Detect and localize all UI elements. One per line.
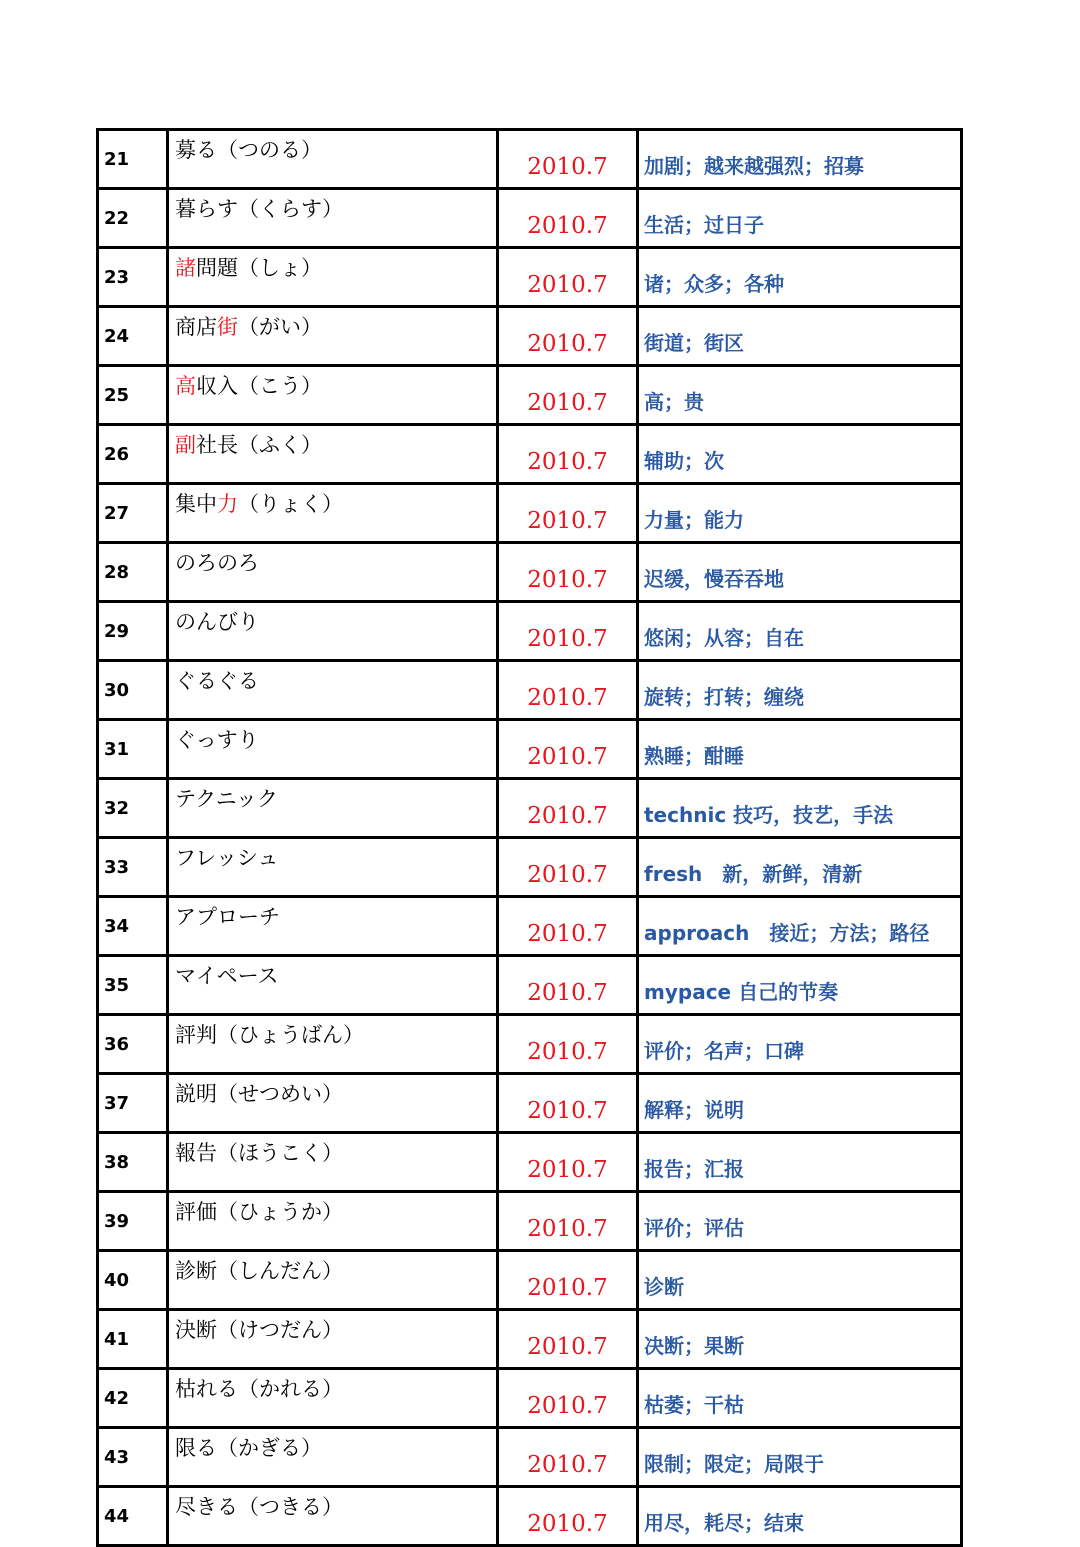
chinese-meaning: fresh 新，新鲜，清新 (638, 838, 962, 897)
word-text: のろのろ (175, 551, 259, 575)
japanese-word (168, 1133, 498, 1192)
exam-date: 2010.7 (498, 130, 638, 189)
row-number: 38 (98, 1133, 168, 1192)
japanese-word (168, 1428, 498, 1487)
table-row (98, 1428, 962, 1487)
row-number: 21 (98, 130, 168, 189)
exam-date: 2010.7 (498, 1015, 638, 1074)
word-text: 報告（ほうこく） (175, 1141, 343, 1165)
row-number: 36 (98, 1015, 168, 1074)
japanese-word (168, 130, 498, 189)
japanese-word (168, 1074, 498, 1133)
table-row (98, 1015, 962, 1074)
word-text: ぐっすり (175, 728, 259, 752)
word-text: フレッシュ (175, 846, 279, 870)
chinese-meaning: 评价；名声；口碑 (638, 1015, 962, 1074)
row-number: 33 (98, 838, 168, 897)
word-text: のんびり (175, 610, 259, 634)
table-row (98, 543, 962, 602)
exam-date: 2010.7 (498, 1251, 638, 1310)
chinese-meaning: 生活；过日子 (638, 189, 962, 248)
table-row (98, 720, 962, 779)
table-row (98, 897, 962, 956)
japanese-word (168, 1251, 498, 1310)
table-row (98, 838, 962, 897)
table-row (98, 484, 962, 543)
chinese-meaning: 诸；众多；各种 (638, 248, 962, 307)
exam-date: 2010.7 (498, 661, 638, 720)
japanese-word (168, 956, 498, 1015)
table-row (98, 1192, 962, 1251)
chinese-meaning: technic 技巧，技艺，手法 (638, 779, 962, 838)
exam-date: 2010.7 (498, 720, 638, 779)
row-number: 35 (98, 956, 168, 1015)
exam-date: 2010.7 (498, 543, 638, 602)
exam-date: 2010.7 (498, 425, 638, 484)
japanese-word (168, 307, 498, 366)
table-row (98, 1074, 962, 1133)
exam-date: 2010.7 (498, 1192, 638, 1251)
exam-date: 2010.7 (498, 779, 638, 838)
row-number: 41 (98, 1310, 168, 1369)
japanese-word (168, 189, 498, 248)
table-row (98, 1133, 962, 1192)
japanese-word (168, 1369, 498, 1428)
word-text: 尽きる（つきる） (175, 1495, 343, 1519)
table-row (98, 1251, 962, 1310)
exam-date: 2010.7 (498, 602, 638, 661)
table-row (98, 1310, 962, 1369)
japanese-word (168, 425, 498, 484)
row-number: 30 (98, 661, 168, 720)
row-number: 43 (98, 1428, 168, 1487)
row-number: 37 (98, 1074, 168, 1133)
table-row (98, 366, 962, 425)
word-text: 商店 (175, 315, 217, 339)
table-row (98, 956, 962, 1015)
table-row (98, 661, 962, 720)
japanese-word (168, 1310, 498, 1369)
word-text: マイペース (175, 964, 279, 988)
word-text: 社長（ふく） (196, 433, 322, 457)
row-number: 22 (98, 189, 168, 248)
japanese-word (168, 720, 498, 779)
table-row (98, 189, 962, 248)
word-text: 収入（こう） (196, 374, 322, 398)
row-number: 34 (98, 897, 168, 956)
vocabulary-table (96, 128, 963, 1547)
exam-date: 2010.7 (498, 956, 638, 1015)
table-row (98, 1369, 962, 1428)
exam-date: 2010.7 (498, 484, 638, 543)
chinese-meaning: 诊断 (638, 1251, 962, 1310)
japanese-word (168, 366, 498, 425)
chinese-meaning: 评价；评估 (638, 1192, 962, 1251)
japanese-word (168, 1015, 498, 1074)
chinese-meaning: 解释；说明 (638, 1074, 962, 1133)
exam-date: 2010.7 (498, 1310, 638, 1369)
table-row (98, 1487, 962, 1546)
row-number: 42 (98, 1369, 168, 1428)
word-text: 診断（しんだん） (175, 1259, 343, 1283)
chinese-meaning: mypace 自己的节奏 (638, 956, 962, 1015)
chinese-meaning: 报告；汇报 (638, 1133, 962, 1192)
chinese-meaning: 高；贵 (638, 366, 962, 425)
exam-date: 2010.7 (498, 897, 638, 956)
exam-date: 2010.7 (498, 838, 638, 897)
chinese-meaning: 力量；能力 (638, 484, 962, 543)
chinese-meaning: 街道；街区 (638, 307, 962, 366)
exam-date: 2010.7 (498, 366, 638, 425)
word-text: 暮らす（くらす） (175, 197, 343, 221)
japanese-word (168, 248, 498, 307)
row-number: 29 (98, 602, 168, 661)
chinese-meaning: 枯萎；干枯 (638, 1369, 962, 1428)
japanese-word (168, 484, 498, 543)
japanese-word (168, 897, 498, 956)
table-row (98, 130, 962, 189)
word-text: ぐるぐる (175, 669, 259, 693)
row-number: 26 (98, 425, 168, 484)
word-text: 集中 (175, 492, 217, 516)
japanese-word (168, 543, 498, 602)
exam-date: 2010.7 (498, 189, 638, 248)
word-text: 決断（けつだん） (175, 1318, 343, 1342)
highlighted-kanji: 副 (175, 433, 196, 457)
row-number: 32 (98, 779, 168, 838)
exam-date: 2010.7 (498, 1428, 638, 1487)
chinese-meaning: 用尽，耗尽；结束 (638, 1487, 962, 1546)
highlighted-kanji: 諸 (175, 256, 196, 280)
word-text: 評価（ひょうか） (175, 1200, 343, 1224)
table-row (98, 307, 962, 366)
chinese-meaning: 旋转；打转；缠绕 (638, 661, 962, 720)
japanese-word (168, 661, 498, 720)
chinese-meaning: 辅助；次 (638, 425, 962, 484)
row-number: 31 (98, 720, 168, 779)
chinese-meaning: 限制；限定；局限于 (638, 1428, 962, 1487)
chinese-meaning: 熟睡；酣睡 (638, 720, 962, 779)
japanese-word (168, 1192, 498, 1251)
row-number: 27 (98, 484, 168, 543)
word-text: 限る（かぎる） (175, 1436, 322, 1460)
exam-date: 2010.7 (498, 1487, 638, 1546)
chinese-meaning: 迟缓，慢吞吞地 (638, 543, 962, 602)
table-row (98, 248, 962, 307)
exam-date: 2010.7 (498, 248, 638, 307)
highlighted-kanji: 高 (175, 374, 196, 398)
exam-date: 2010.7 (498, 1133, 638, 1192)
chinese-meaning: approach 接近；方法；路径 (638, 897, 962, 956)
row-number: 25 (98, 366, 168, 425)
word-text: 説明（せつめい） (175, 1082, 343, 1106)
table-row (98, 602, 962, 661)
chinese-meaning: 加剧；越来越强烈；招募 (638, 130, 962, 189)
word-text: （がい） (238, 315, 322, 339)
chinese-meaning: 决断；果断 (638, 1310, 962, 1369)
chinese-meaning: 悠闲；从容；自在 (638, 602, 962, 661)
row-number: 44 (98, 1487, 168, 1546)
highlighted-kanji: 街 (217, 315, 238, 339)
word-text: 問題（しょ） (196, 256, 322, 280)
word-text: アプローチ (175, 905, 280, 929)
vocabulary-table-body (98, 130, 962, 1546)
table-row (98, 779, 962, 838)
table-row (98, 425, 962, 484)
japanese-word (168, 779, 498, 838)
word-text: 評判（ひょうばん） (175, 1023, 364, 1047)
word-text: 募る（つのる） (175, 138, 322, 162)
row-number: 39 (98, 1192, 168, 1251)
exam-date: 2010.7 (498, 1369, 638, 1428)
japanese-word (168, 1487, 498, 1546)
row-number: 24 (98, 307, 168, 366)
highlighted-kanji: 力 (217, 492, 238, 516)
row-number: 23 (98, 248, 168, 307)
word-text: （りょく） (238, 492, 343, 516)
row-number: 28 (98, 543, 168, 602)
row-number: 40 (98, 1251, 168, 1310)
word-text: 枯れる（かれる） (175, 1377, 343, 1401)
japanese-word (168, 838, 498, 897)
exam-date: 2010.7 (498, 307, 638, 366)
exam-date: 2010.7 (498, 1074, 638, 1133)
word-text: テクニック (175, 787, 278, 811)
japanese-word (168, 602, 498, 661)
